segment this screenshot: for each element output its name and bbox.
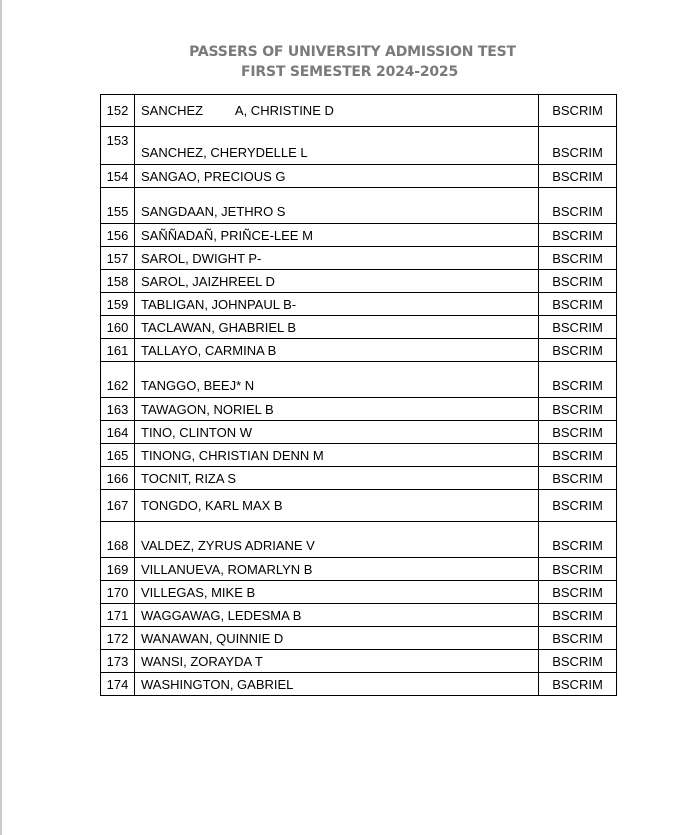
row-number: 158 [101,270,135,293]
passers-table [100,94,617,696]
student-name: SANCHEZ, CHERYDELLE L [135,127,539,165]
table-row [101,627,617,650]
student-name: WANAWAN, QUINNIE D [135,627,539,650]
row-number: 172 [101,627,135,650]
course-code: BSCRIM [539,650,617,673]
row-number: 161 [101,339,135,362]
student-name: SANGAO, PRECIOUS G [135,165,539,188]
row-number: 168 [101,522,135,558]
row-number: 167 [101,490,135,522]
table-row [101,604,617,627]
table-row [101,316,617,339]
row-number: 160 [101,316,135,339]
table-row [101,188,617,224]
student-name: SANGDAAN, JETHRO S [135,188,539,224]
student-name: SAROL, JAIZHREEL D [135,270,539,293]
course-code: BSCRIM [539,188,617,224]
row-number: 152 [101,95,135,127]
document-subtitle: FIRST SEMESTER 2024-2025 [241,64,458,80]
row-number: 156 [101,224,135,247]
row-number: 170 [101,581,135,604]
course-code: BSCRIM [539,316,617,339]
row-number: 157 [101,247,135,270]
table-row [101,398,617,421]
course-code: BSCRIM [539,165,617,188]
student-name: SAÑÑADAÑ, PRIÑCE-LEE M [135,224,539,247]
course-code: BSCRIM [539,95,617,127]
course-code: BSCRIM [539,467,617,490]
course-code: BSCRIM [539,421,617,444]
table-row [101,673,617,696]
table-row [101,444,617,467]
student-name: TACLAWAN, GHABRIEL B [135,316,539,339]
student-name: VILLANUEVA, ROMARLYN B [135,558,539,581]
student-name: TINO, CLINTON W [135,421,539,444]
row-number: 159 [101,293,135,316]
table-row [101,522,617,558]
course-code: BSCRIM [539,604,617,627]
table-row [101,467,617,490]
row-number: 173 [101,650,135,673]
student-name: VILLEGAS, MIKE B [135,581,539,604]
row-number: 154 [101,165,135,188]
table-row [101,95,617,127]
table-row [101,224,617,247]
document-header [0,42,699,82]
table-row [101,581,617,604]
course-code: BSCRIM [539,270,617,293]
page-edge [0,0,2,835]
table-row [101,293,617,316]
student-name: SAROL, DWIGHT P- [135,247,539,270]
row-number: 162 [101,362,135,398]
course-code: BSCRIM [539,362,617,398]
table-row [101,362,617,398]
row-number: 163 [101,398,135,421]
course-code: BSCRIM [539,522,617,558]
student-name: TABLIGAN, JOHNPAUL B- [135,293,539,316]
row-number: 174 [101,673,135,696]
student-name: TALLAYO, CARMINA B [135,339,539,362]
course-code: BSCRIM [539,444,617,467]
course-code: BSCRIM [539,627,617,650]
row-number: 166 [101,467,135,490]
course-code: BSCRIM [539,398,617,421]
table-row [101,421,617,444]
course-code: BSCRIM [539,293,617,316]
course-code: BSCRIM [539,224,617,247]
course-code: BSCRIM [539,339,617,362]
table-row [101,650,617,673]
course-code: BSCRIM [539,558,617,581]
student-name: WAGGAWAG, LEDESMA B [135,604,539,627]
student-name: TINONG, CHRISTIAN DENN M [135,444,539,467]
row-number: 171 [101,604,135,627]
course-code: BSCRIM [539,490,617,522]
row-number: 155 [101,188,135,224]
table-row [101,558,617,581]
student-name: SANCHEZ A, CHRISTINE D [135,95,539,127]
document-title: PASSERS OF UNIVERSITY ADMISSION TEST [189,44,516,60]
row-number: 169 [101,558,135,581]
student-name: TONGDO, KARL MAX B [135,490,539,522]
table-row [101,490,617,522]
row-number: 165 [101,444,135,467]
table-row [101,127,617,165]
table-row [101,165,617,188]
course-code: BSCRIM [539,247,617,270]
course-code: BSCRIM [539,673,617,696]
student-name: WASHINGTON, GABRIEL [135,673,539,696]
student-name: TOCNIT, RIZA S [135,467,539,490]
course-code: BSCRIM [539,581,617,604]
student-name: TANGGO, BEEJ* N [135,362,539,398]
row-number: 153 [101,127,135,165]
table-row [101,247,617,270]
course-code: BSCRIM [539,127,617,165]
student-name: TAWAGON, NORIEL B [135,398,539,421]
row-number: 164 [101,421,135,444]
table-row [101,339,617,362]
student-name: VALDEZ, ZYRUS ADRIANE V [135,522,539,558]
table-row [101,270,617,293]
student-name: WANSI, ZORAYDA T [135,650,539,673]
